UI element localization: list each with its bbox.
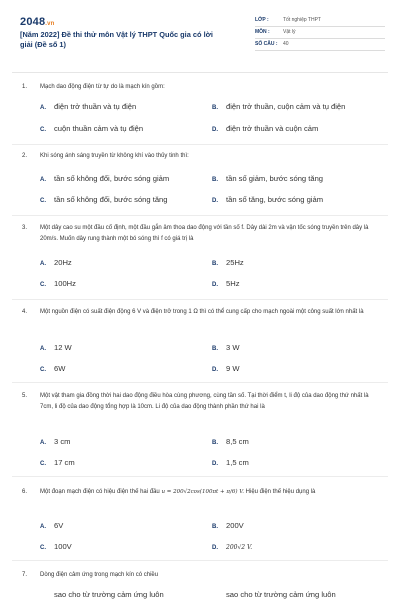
question-text: Một dây cao su một đầu cố định, một đầu gắn âm thoa dao động với tần số f. Dây dài 2m và vận tốc sóng truyền trên dây là 20m/s. Muốn dây rung thành một bó sóng thì f có giá trị là	[40, 225, 369, 242]
header-divider	[12, 72, 388, 73]
option-letter: A.	[40, 105, 46, 111]
option-text: 1,5 cm	[226, 458, 249, 467]
option-text: 25Hz	[226, 258, 244, 267]
option-d[interactable]	[212, 279, 240, 288]
question-divider	[12, 215, 388, 216]
question-number: 7.	[22, 572, 28, 578]
option-letter: C.	[40, 461, 46, 467]
option-b[interactable]	[212, 258, 244, 267]
stem-after-formula: Hiệu điện thế hiệu dụng là	[245, 489, 316, 495]
option-text: tần số không đổi, bước sóng giảm	[54, 174, 170, 183]
option-letter: C.	[40, 282, 46, 288]
question-stem	[22, 151, 380, 162]
question-divider	[12, 144, 388, 145]
meta-row-lop	[255, 15, 385, 27]
option-a[interactable]	[40, 258, 72, 267]
question-number: 4.	[22, 309, 28, 315]
option-d[interactable]	[212, 458, 249, 467]
option-text: 17 cm	[54, 458, 75, 467]
option-text: 9 W	[226, 364, 240, 373]
option-text: 100Hz	[54, 279, 76, 288]
option-text: sao cho từ trường cảm ứng luôn	[54, 590, 164, 599]
question-stem	[22, 307, 380, 318]
meta-mon-label: MÔN :	[255, 29, 270, 35]
option-text: 20Hz	[54, 258, 72, 267]
option-letter: A.	[40, 261, 46, 267]
option-letter: A.	[40, 177, 46, 183]
option-text: 200√2 V.	[226, 544, 253, 551]
option-letter: D.	[212, 127, 218, 133]
option-text: điện trở thuần và tụ điện	[54, 102, 137, 111]
question-stem	[22, 487, 380, 498]
question-divider	[12, 560, 388, 561]
meta-mon-value: Vật lý	[283, 29, 296, 35]
question-number: 3.	[22, 225, 28, 231]
option-letter: B.	[212, 440, 218, 446]
option-b[interactable]	[212, 102, 345, 111]
logo-suffix: .vn	[45, 21, 55, 27]
meta-socau-value: 40	[283, 41, 289, 47]
option-c[interactable]	[40, 364, 65, 373]
option-c[interactable]	[40, 458, 75, 467]
option-text: tần số tăng, bước sóng giảm	[226, 195, 324, 204]
option-letter: D.	[212, 367, 218, 373]
option-letter: D.	[212, 461, 218, 467]
option-letter: D.	[212, 198, 218, 204]
option-text: 5Hz	[226, 279, 240, 288]
exam-meta	[255, 15, 385, 51]
option-letter: A.	[40, 524, 46, 530]
question-number: 1.	[22, 84, 28, 90]
stem-before-formula: Một đoạn mạch điện có hiệu điện thế hai đầu	[40, 489, 160, 495]
question-stem	[22, 223, 380, 245]
option-text: 200V	[226, 521, 244, 530]
meta-row-mon	[255, 27, 385, 39]
question-divider	[12, 299, 388, 300]
question-text: Mạch dao động điện từ tự do là mạch kín gồm:	[40, 84, 165, 90]
option-letter: C.	[40, 545, 46, 551]
question-text	[22, 487, 380, 498]
question-divider	[12, 476, 388, 477]
option-letter: C.	[40, 367, 46, 373]
option-d[interactable]	[212, 195, 323, 204]
option-c[interactable]	[40, 195, 168, 204]
option-a[interactable]	[40, 521, 63, 530]
option-a[interactable]	[40, 437, 70, 446]
option-text: điện trở thuần, cuộn cảm và tụ điện	[226, 102, 346, 111]
option-text: tần số không đổi, bước sóng tăng	[54, 195, 168, 204]
option-text: 8,5 cm	[226, 437, 249, 446]
option-text: 3 W	[226, 343, 240, 352]
option-c[interactable]	[40, 124, 143, 133]
option-letter: C.	[40, 127, 46, 133]
question-text: Một nguồn điện có suất điện động 6 V và điện trở trong 1 Ω thì có thể cung cấp cho mạch ngoài một công suất lớn nhất là	[40, 309, 364, 315]
meta-row-socau	[255, 39, 385, 51]
option-text: sao cho từ trường cảm ứng luôn	[226, 590, 336, 599]
option-text: 3 cm	[54, 437, 71, 446]
site-logo[interactable]	[20, 16, 55, 28]
meta-lop-value: Tốt nghiệp THPT	[283, 17, 321, 23]
option-letter: A.	[40, 440, 46, 446]
question-number: 5.	[22, 393, 28, 399]
option-b[interactable]	[212, 174, 323, 183]
option-text: tần số giảm, bước sóng tăng	[226, 174, 324, 183]
exam-header	[0, 0, 400, 70]
option-d[interactable]	[212, 124, 318, 133]
logo-main: 2048	[20, 16, 46, 28]
option-a[interactable]	[40, 174, 169, 183]
option-letter: B.	[212, 346, 218, 352]
question-number: 2.	[22, 153, 28, 159]
option-d[interactable]	[212, 364, 240, 373]
option-letter: D.	[212, 545, 218, 551]
option-a[interactable]	[40, 343, 72, 352]
option-letter: A.	[40, 346, 46, 352]
question-text: Một vật tham gia đồng thời hai dao động điều hòa cùng phương, cùng tần số. Tại thời điểm t, li độ của dao động thứ nhất là 7cm, li độ của dao động tổng hợp là 10cm. Li độ của dao động thành phần thứ hai là	[40, 393, 369, 410]
meta-socau-label: SỐ CÂU :	[255, 41, 278, 47]
option-b[interactable]	[212, 343, 240, 352]
question-stem	[22, 82, 380, 93]
option-text: cuộn thuần cảm và tụ điện	[54, 124, 144, 133]
question-divider	[12, 382, 388, 383]
question-text: Dòng điện cảm ứng trong mạch kín có chiều	[40, 572, 159, 578]
meta-lop-label: LỚP :	[255, 17, 269, 23]
exam-title: [Năm 2022] Đề thi thử môn Vật lý THPT Quốc gia có lời giải (Đề số 1)	[20, 30, 213, 49]
option-c[interactable]	[40, 542, 72, 551]
option-text: 100V	[54, 542, 72, 551]
question-number: 6.	[22, 489, 28, 495]
option-letter: C.	[40, 198, 46, 204]
option-text: điện trở thuần và cuộn cảm	[226, 124, 319, 133]
option-text: 12 W	[54, 343, 72, 352]
question-text: Khi sóng ánh sáng truyền từ không khí vào thủy tinh thì:	[40, 153, 189, 159]
option-c[interactable]	[40, 279, 76, 288]
voltage-formula: u = 200√2cos(100πt + π/6) V.	[161, 489, 244, 495]
option-letter: D.	[212, 282, 218, 288]
question-stem	[22, 391, 380, 413]
option-b[interactable]	[212, 437, 249, 446]
option-a[interactable]	[40, 590, 164, 599]
option-b[interactable]	[212, 521, 244, 530]
option-b[interactable]	[212, 590, 336, 599]
option-d[interactable]	[212, 542, 252, 551]
option-text: 6V	[54, 521, 64, 530]
option-letter: B.	[212, 177, 218, 183]
option-letter: B.	[212, 261, 218, 267]
question-stem	[22, 570, 380, 581]
option-letter: B.	[212, 105, 218, 111]
option-letter: B.	[212, 524, 218, 530]
option-a[interactable]	[40, 102, 136, 111]
option-text: 6W	[54, 364, 66, 373]
